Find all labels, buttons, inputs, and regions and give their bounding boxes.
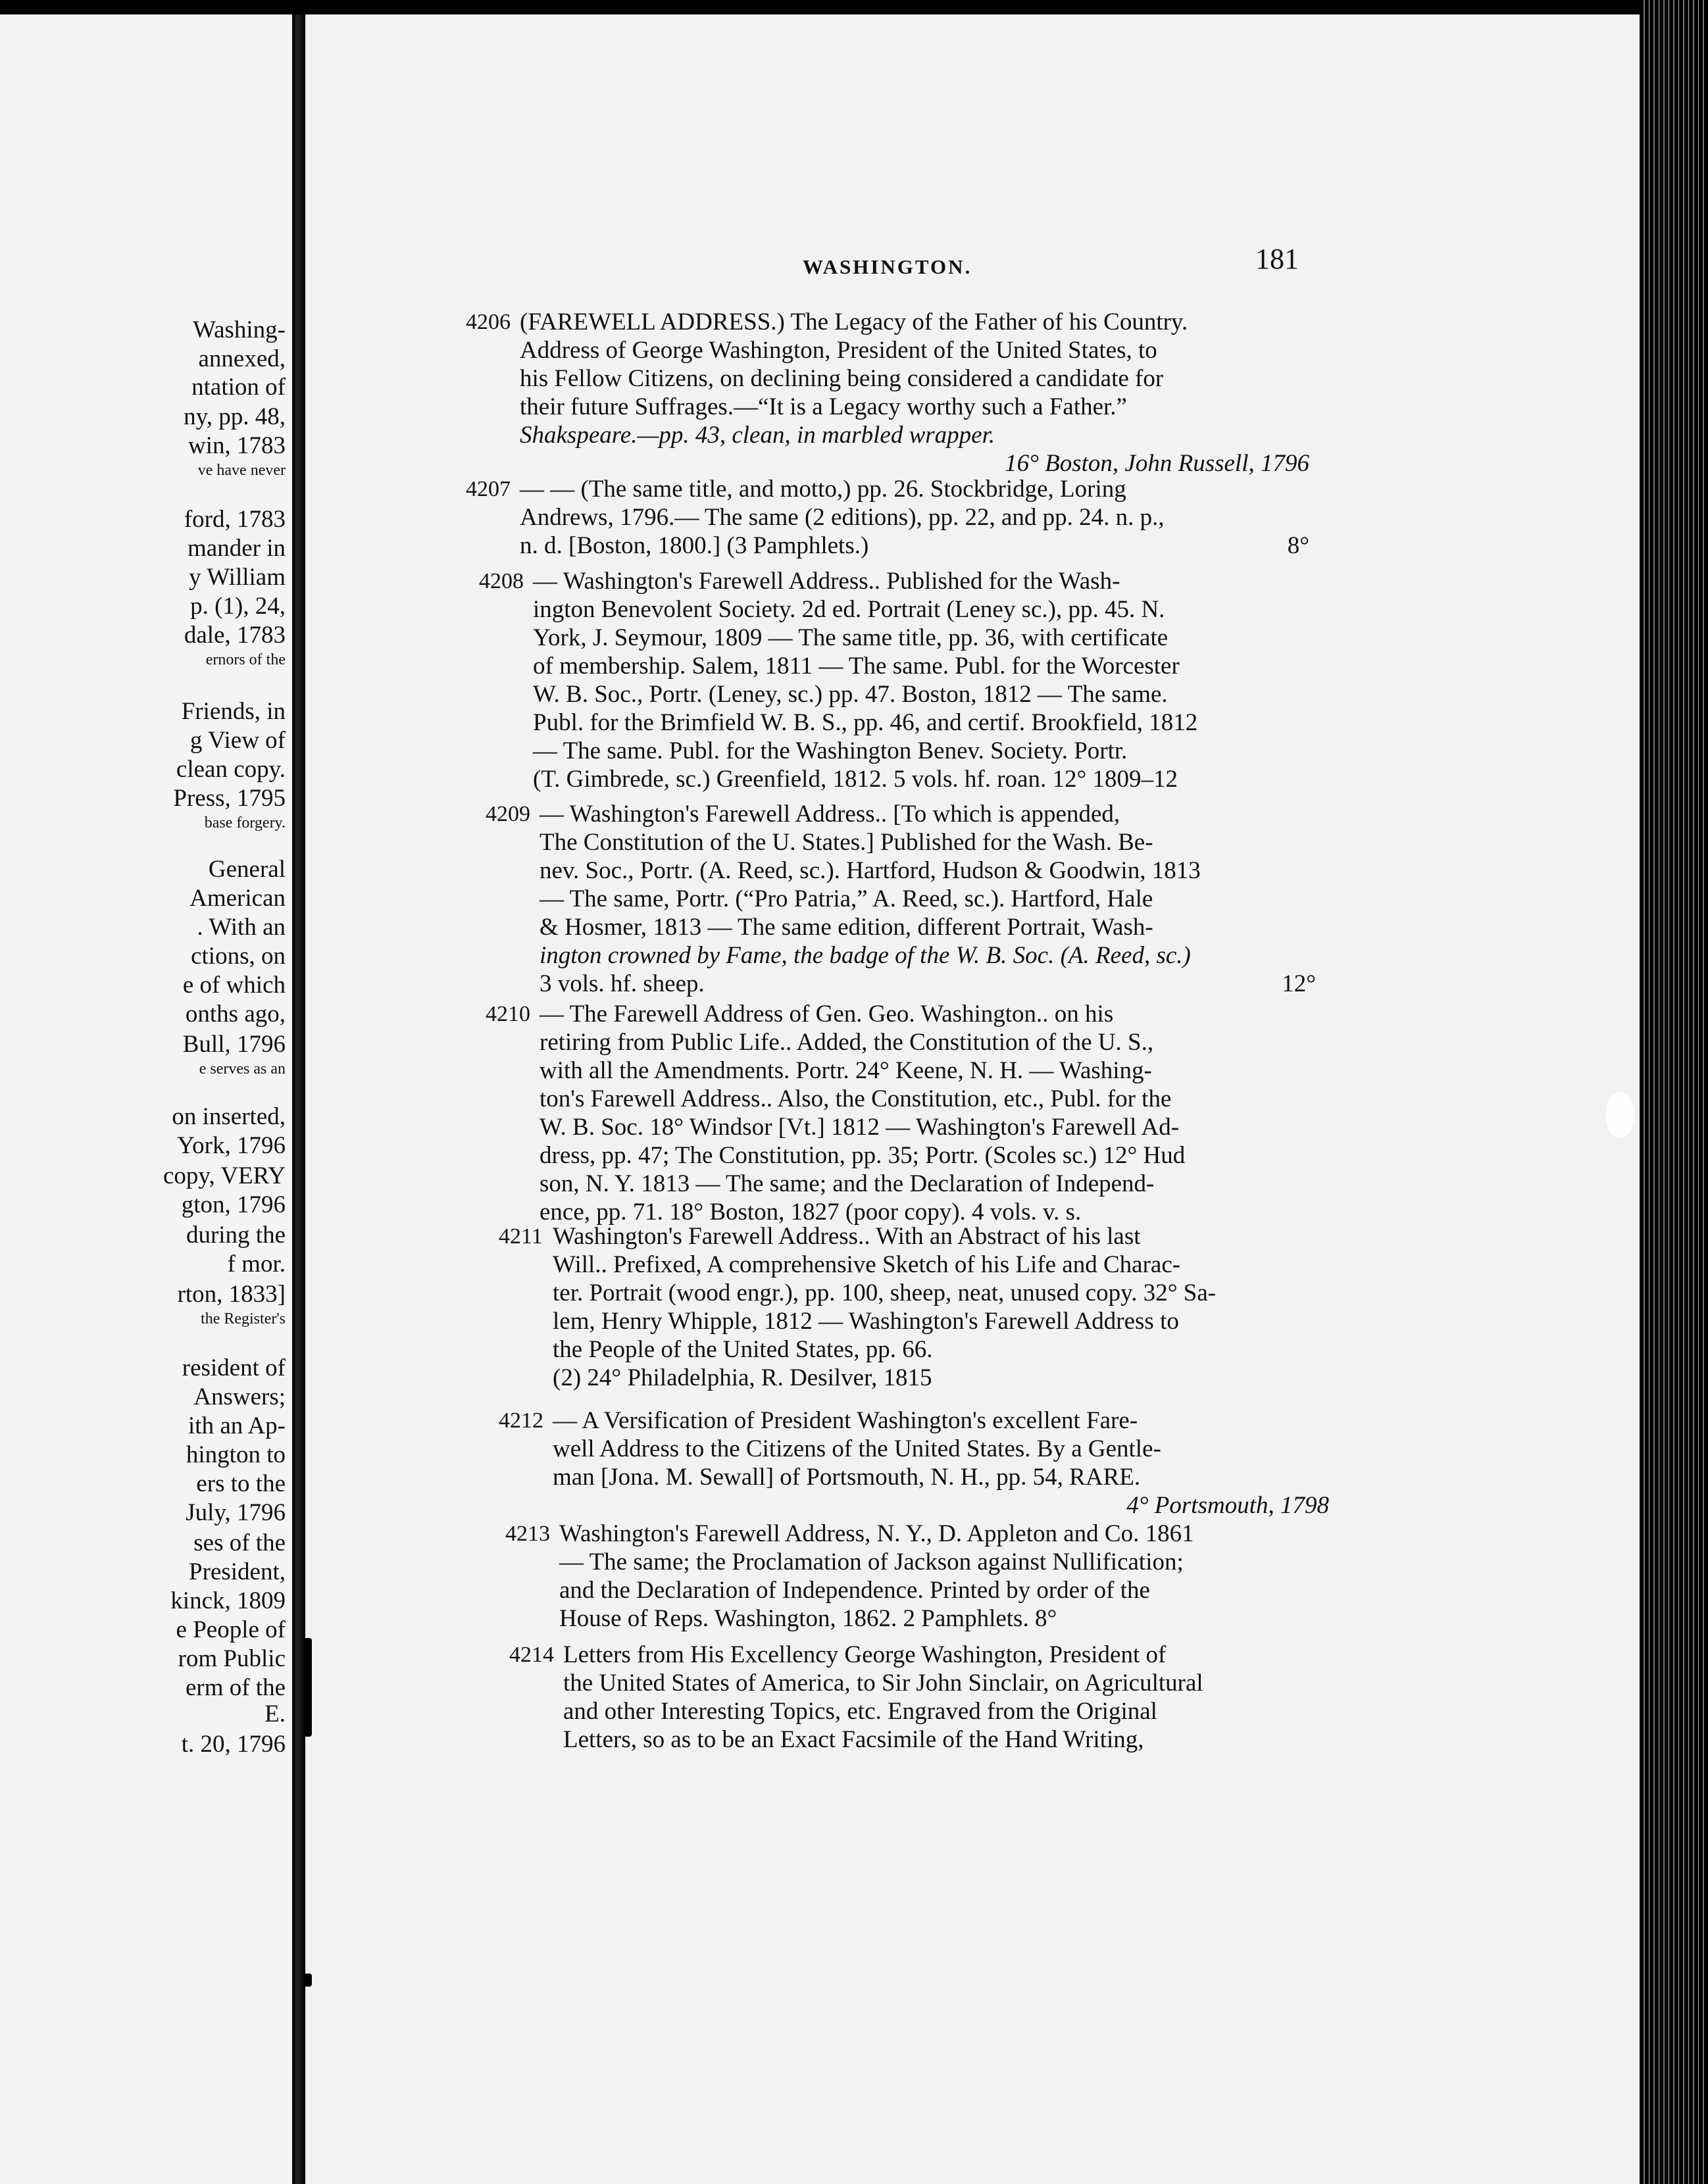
entry-line: ter. Portrait (wood engr.), pp. 100, sheep, neat, unused copy. 32° Sa- xyxy=(553,1279,1217,1306)
entry-imprint: 12° xyxy=(1282,970,1316,997)
left-page-line: on inserted, xyxy=(172,1103,286,1130)
left-page-line: hington to xyxy=(186,1441,286,1468)
left-page-line: f mor. xyxy=(227,1251,286,1278)
entry-line: and other Interesting Topics, etc. Engraved from the Original xyxy=(563,1698,1157,1725)
entry-line: of membership. Salem, 1811 — The same. Publ. for the Worcester xyxy=(533,653,1180,680)
left-page-line: E. xyxy=(264,1700,286,1727)
left-page-line: resident of xyxy=(182,1354,286,1381)
entry-line: n. d. [Boston, 1800.] (3 Pamphlets.) xyxy=(520,532,869,559)
entry-number: 4206 xyxy=(466,310,511,334)
left-page-line: e of which xyxy=(182,972,286,999)
entry-line: — The same, Portr. (“Pro Patria,” A. Reed, sc.). Hartford, Hale xyxy=(540,885,1153,912)
left-page-line: mander in xyxy=(188,535,286,562)
entry-number: 4210 xyxy=(486,1002,530,1026)
entry-line: retiring from Public Life.. Added, the Constitution of the U. S., xyxy=(540,1029,1154,1056)
catalog-entry xyxy=(486,800,1316,998)
left-page-line: onths ago, xyxy=(185,1001,286,1028)
entry-imprint: 16° Boston, John Russell, 1796 xyxy=(1005,450,1309,477)
entry-line: Andrews, 1796.— The same (2 editions), pp. 22, and pp. 24. n. p., xyxy=(520,504,1165,531)
left-page-line: Answers; xyxy=(193,1383,286,1410)
entry-line: W. B. Soc., Portr. (Leney, sc.) pp. 47. Boston, 1812 — The same. xyxy=(533,681,1168,708)
left-page-line: gton, 1796 xyxy=(181,1191,286,1218)
left-page-line: American xyxy=(189,885,286,912)
left-page-line: dale, 1783 xyxy=(184,622,286,649)
left-page-line: y William xyxy=(189,564,286,591)
left-page-line: copy, VERY xyxy=(163,1162,286,1189)
entry-line: nev. Soc., Portr. (A. Reed, sc.). Hartford, Hudson & Goodwin, 1813 xyxy=(540,857,1201,884)
left-page-line: Friends, in xyxy=(181,698,286,725)
left-page-line: . With an xyxy=(197,914,286,941)
entry-line: Will.. Prefixed, A comprehensive Sketch of his Life and Charac- xyxy=(553,1251,1181,1278)
entry-imprint: 8° xyxy=(1287,532,1309,559)
entry-line: Shakspeare.—pp. 43, clean, in marbled wrapper. xyxy=(520,422,995,449)
catalog-entry xyxy=(479,567,1309,793)
catalog-entry xyxy=(505,1520,1336,1633)
entry-number: 4214 xyxy=(509,1643,554,1667)
left-page-line: annexed, xyxy=(198,345,286,372)
entry-line: their future Suffrages.—“It is a Legacy worthy such a Father.” xyxy=(520,393,1127,420)
left-page-line: rom Public xyxy=(178,1645,286,1672)
entry-line: 3 vols. hf. sheep. xyxy=(540,970,705,997)
left-page-line: President, xyxy=(189,1558,286,1585)
entry-imprint: 4° Portsmouth, 1798 xyxy=(1126,1492,1329,1519)
entry-line: (2) 24° Philadelphia, R. Desilver, 1815 xyxy=(553,1364,932,1391)
entry-line: — The same; the Proclamation of Jackson against Nullification; xyxy=(559,1549,1184,1576)
entry-line: (T. Gimbrede, sc.) Greenfield, 1812. 5 vols. hf. roan. 12° 1809–12 xyxy=(533,766,1178,793)
entry-line: Publ. for the Brimfield W. B. S., pp. 46, and certif. Brookfield, 1812 xyxy=(533,709,1198,736)
entry-line: (FAREWELL ADDRESS.) The Legacy of the Father of his Country. xyxy=(520,309,1188,335)
left-page-line: York, 1796 xyxy=(177,1132,286,1159)
left-page-line: Press, 1795 xyxy=(173,785,286,812)
left-page-line: t. 20, 1796 xyxy=(181,1731,286,1758)
entry-line: ton's Farewell Address.. Also, the Constitution, etc., Publ. for the xyxy=(540,1085,1172,1112)
entry-line: — The same. Publ. for the Washington Benev. Society. Portr. xyxy=(533,737,1128,764)
entry-line: well Address to the Citizens of the United States. By a Gentle- xyxy=(553,1435,1161,1462)
entry-line: — Washington's Farewell Address.. [To which is appended, xyxy=(540,801,1120,828)
left-page-line: clean copy. xyxy=(176,756,286,783)
entry-line: Letters from His Excellency George Washington, President of xyxy=(563,1641,1167,1668)
left-page-line: ve have never xyxy=(197,462,286,479)
entry-number: 4212 xyxy=(499,1408,543,1433)
entry-line: W. B. Soc. 18° Windsor [Vt.] 1812 — Washington's Farewell Ad- xyxy=(540,1114,1180,1141)
entry-line: Letters, so as to be an Exact Facsimile of the Hand Writing, xyxy=(563,1726,1144,1753)
entry-line: & Hosmer, 1813 — The same edition, different Portrait, Wash- xyxy=(540,914,1153,941)
entry-number: 4211 xyxy=(499,1224,543,1249)
left-page-line: ny, pp. 48, xyxy=(184,403,286,430)
entry-line: son, N. Y. 1813 — The same; and the Declaration of Independ- xyxy=(540,1170,1155,1197)
left-page-line: ernors of the xyxy=(205,651,286,668)
entry-line: the People of the United States, pp. 66. xyxy=(553,1336,933,1363)
entry-line: and the Declaration of Independence. Printed by order of the xyxy=(559,1577,1150,1604)
left-page-line: ctions, on xyxy=(191,943,286,970)
catalog-entry xyxy=(509,1641,1340,1754)
entry-line: lem, Henry Whipple, 1812 — Washington's Farewell Address to xyxy=(553,1308,1179,1335)
left-page-line: July, 1796 xyxy=(186,1499,286,1526)
left-page-line: ses of the xyxy=(193,1529,286,1556)
entry-number: 4209 xyxy=(486,802,530,826)
entry-line: dress, pp. 47; The Constitution, pp. 35; Portr. (Scoles sc.) 12° Hud xyxy=(540,1142,1186,1169)
scan-smudge xyxy=(1605,1092,1634,1138)
catalog-entry xyxy=(466,475,1309,560)
entry-number: 4208 xyxy=(479,569,524,593)
left-page-line: rton, 1833] xyxy=(177,1281,286,1308)
entry-line: ence, pp. 71. 18° Boston, 1827 (poor copy). 4 vols. v. s. xyxy=(540,1199,1082,1226)
entry-line: Address of George Washington, President of the United States, to xyxy=(520,337,1157,364)
left-page-line: ers to the xyxy=(196,1470,286,1497)
left-page-line: p. (1), 24, xyxy=(190,593,286,620)
left-page-line: Washing- xyxy=(193,316,286,343)
catalog-entry xyxy=(486,1000,1322,1226)
entry-line: Washington's Farewell Address, N. Y., D. Appleton and Co. 1861 xyxy=(559,1520,1194,1547)
entry-number: 4213 xyxy=(505,1522,550,1546)
page-number: 181 xyxy=(1255,243,1299,275)
left-page-line: e People of xyxy=(176,1616,286,1643)
left-page-line: Bull, 1796 xyxy=(182,1031,286,1058)
left-page-line: win, 1783 xyxy=(188,432,286,459)
left-facing-page xyxy=(0,14,292,2184)
left-page-line: base forgery. xyxy=(204,814,286,831)
entry-number: 4207 xyxy=(466,477,511,501)
catalog-entry xyxy=(499,1222,1329,1392)
entry-line: ington Benevolent Society. 2d ed. Portrait (Leney sc.), pp. 45. N. xyxy=(533,596,1165,623)
entry-line: ington crowned by Fame, the badge of the W. B. Soc. (A. Reed, sc.) xyxy=(540,942,1191,969)
left-page-line: ntation of xyxy=(191,374,286,401)
entry-line: — Washington's Farewell Address.. Published for the Wash- xyxy=(533,568,1120,595)
left-page-line: e serves as an xyxy=(199,1060,286,1078)
catalog-entry xyxy=(466,308,1309,478)
left-page-line: kinck, 1809 xyxy=(170,1587,286,1614)
entry-line: House of Reps. Washington, 1862. 2 Pamphlets. 8° xyxy=(559,1605,1057,1632)
entry-line: man [Jona. M. Sewall] of Portsmouth, N. H., pp. 54, RARE. xyxy=(553,1464,1141,1491)
left-page-line: ford, 1783 xyxy=(184,506,286,533)
entry-line: with all the Amendments. Portr. 24° Keene, N. H. — Washing- xyxy=(540,1057,1152,1084)
entry-line: the United States of America, to Sir John Sinclair, on Agricultural xyxy=(563,1670,1203,1697)
entry-line: — — (The same title, and motto,) pp. 26. Stockbridge, Loring xyxy=(520,476,1126,503)
entry-line: Washington's Farewell Address.. With an Abstract of his last xyxy=(553,1223,1141,1250)
left-page-line: General xyxy=(208,856,286,883)
entry-line: his Fellow Citizens, on declining being considered a candidate for xyxy=(520,365,1164,392)
left-page-line: g View of xyxy=(189,727,286,754)
left-page-line: the Register's xyxy=(201,1310,286,1328)
binding-thread-mark xyxy=(304,1638,312,1737)
catalog-entry xyxy=(499,1406,1329,1520)
entry-line: York, J. Seymour, 1809 — The same title, pp. 36, with certificate xyxy=(533,624,1168,651)
entry-line: — The Farewell Address of Gen. Geo. Washington.. on his xyxy=(540,1001,1114,1028)
entry-line: The Constitution of the U. States.] Published for the Wash. Be- xyxy=(540,829,1153,856)
left-page-line: ith an Ap- xyxy=(188,1412,286,1439)
left-page-line: erm of the xyxy=(185,1674,286,1701)
entry-line: — A Versification of President Washington's excellent Fare- xyxy=(553,1407,1138,1434)
book-gutter xyxy=(292,14,305,2184)
page-edge-stack xyxy=(1640,0,1708,2184)
binding-thread-mark xyxy=(304,1973,312,1987)
left-page-line: during the xyxy=(186,1222,286,1249)
running-head: WASHINGTON. xyxy=(803,255,972,278)
